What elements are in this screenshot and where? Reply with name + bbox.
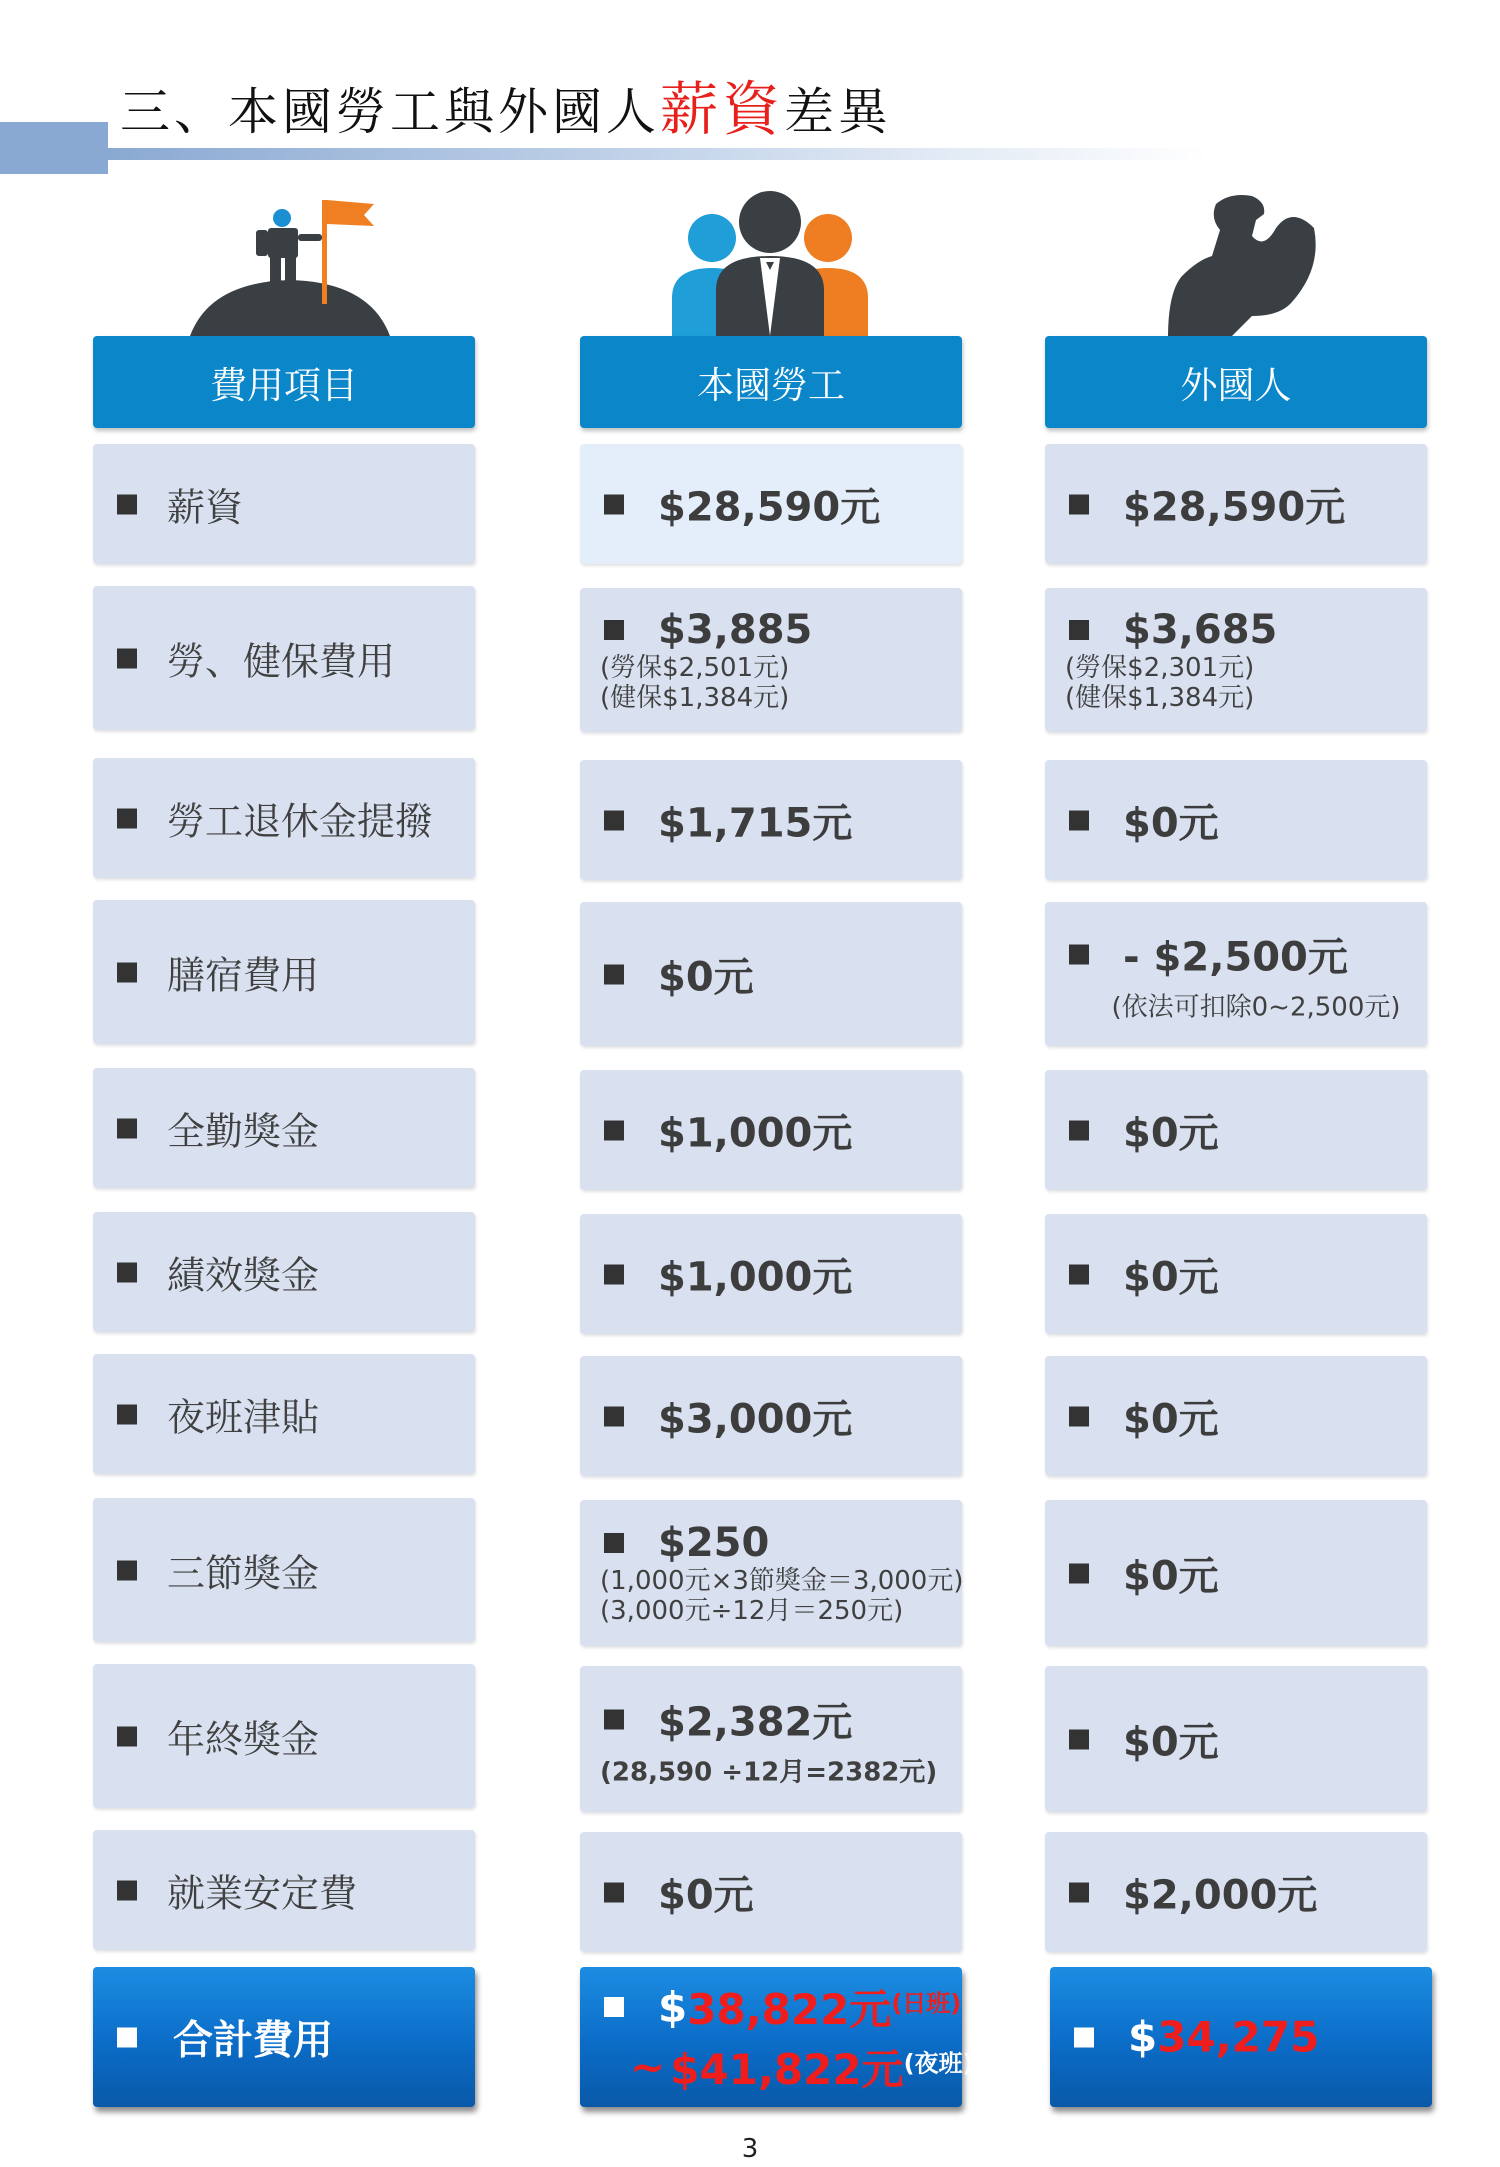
foreign-value: $0元: [1123, 1553, 1219, 1600]
local-cell: [580, 1070, 962, 1190]
title-prefix: 三、本國勞工與外國人: [120, 83, 660, 141]
header-foreign: [1045, 336, 1427, 428]
bullet-icon: [604, 494, 624, 514]
title-underline: [108, 148, 1208, 160]
total-foreign-dollar: $: [1128, 2012, 1158, 2062]
page-number: 3: [741, 2134, 759, 2164]
local-value: $0元: [658, 954, 754, 1001]
bullet-icon: [604, 1882, 624, 1902]
foreign-value: $0元: [1123, 800, 1219, 847]
bullet-icon: [117, 962, 137, 982]
item-cell: [93, 1664, 475, 1808]
bullet-icon: [117, 648, 137, 668]
local-cell: [580, 444, 962, 564]
item-cell: [93, 758, 475, 878]
bullet-icon: [1069, 1563, 1089, 1583]
bullet-icon: [604, 1533, 624, 1553]
bullet-icon: [1069, 944, 1089, 964]
local-cell: [580, 760, 962, 880]
foreign-value: $0元: [1123, 1110, 1219, 1157]
foreign-note: (勞保$2,301元): [1065, 653, 1255, 683]
total-local-amount1: 38,822元: [687, 1985, 892, 2034]
title-highlight: 薪資: [660, 75, 785, 143]
foreign-cell: [1045, 1666, 1427, 1812]
header-foreign-label: 外國人: [1180, 364, 1292, 407]
item-label: 薪資: [167, 485, 244, 530]
header-item: [93, 336, 475, 428]
bullet-icon: [1069, 494, 1089, 514]
bullet-icon: [604, 810, 624, 830]
local-value: $0元: [658, 1872, 754, 1919]
local-note: (3,000元÷12月＝250元): [600, 1596, 904, 1626]
item-cell: [93, 1354, 475, 1474]
bullet-icon: [1069, 1729, 1089, 1749]
bullet-icon: [604, 1264, 624, 1284]
bullet-icon: [117, 1262, 137, 1282]
foreign-cell: [1045, 588, 1427, 732]
total-foreign-cell: [1050, 1967, 1432, 2107]
item-cell: [93, 444, 475, 564]
local-note: (健保$1,384元): [600, 683, 790, 713]
local-cell: [580, 1500, 962, 1646]
local-cell: [580, 588, 962, 732]
bullet-icon: [117, 1880, 137, 1900]
foreign-cell: [1045, 444, 1427, 564]
local-value: $1,715元: [658, 800, 853, 847]
header-local: [580, 336, 962, 428]
bullet-icon: [604, 1997, 624, 2017]
total-local-cell: [580, 1967, 974, 2107]
bullet-icon: [604, 1120, 624, 1140]
bullet-icon: [1069, 1406, 1089, 1426]
item-label: 年終獎金: [167, 1717, 320, 1762]
bullet-icon: [117, 494, 137, 514]
total-local-note1: (日班): [891, 1989, 962, 2018]
bullet-icon: [1074, 2027, 1094, 2047]
bullet-icon: [604, 1406, 624, 1426]
page-title: [120, 62, 892, 146]
item-label: 夜班津貼: [167, 1395, 320, 1440]
item-label: 就業安定費: [167, 1871, 358, 1916]
bullet-icon: [117, 1560, 137, 1580]
local-note: (28,590 ÷12月=2382元): [600, 1757, 938, 1788]
local-cell: [580, 1832, 962, 1952]
foreign-value: - $2,500元: [1123, 934, 1348, 981]
item-label: 膳宿費用: [167, 953, 320, 998]
local-value: $1,000元: [658, 1254, 853, 1301]
local-cell: [580, 1356, 962, 1476]
foreign-cell: [1045, 1832, 1427, 1952]
local-value: $2,382元: [658, 1699, 853, 1746]
bullet-icon: [117, 1404, 137, 1424]
team-people-icon: [672, 190, 868, 336]
bullet-icon: [117, 808, 137, 828]
foreign-value: $28,590元: [1123, 484, 1346, 531]
total-foreign-amount: 34,275: [1157, 2012, 1320, 2062]
item-label: 全勤獎金: [167, 1109, 320, 1154]
local-cell: [580, 1214, 962, 1334]
foreign-value: $3,685: [1123, 607, 1278, 653]
total-label: 合計費用: [173, 2017, 333, 2064]
total-local-note2: (夜班): [903, 2049, 974, 2078]
local-cell: [580, 1666, 962, 1812]
title-suffix: 差異: [784, 83, 893, 141]
foreign-cell: [1045, 902, 1427, 1046]
item-label: 勞工退休金提撥: [167, 799, 434, 844]
local-value: $250: [658, 1520, 770, 1566]
summit-flag-icon: [188, 200, 392, 336]
item-cell: [93, 900, 475, 1044]
header-item-label: 費用項目: [210, 364, 358, 407]
item-cell: [93, 1068, 475, 1188]
foreign-cell: [1045, 1070, 1427, 1190]
total-local-amount2: $41,822元: [670, 2045, 904, 2094]
bullet-icon: [1069, 1120, 1089, 1140]
local-value: $1,000元: [658, 1110, 853, 1157]
foreign-cell: [1045, 760, 1427, 880]
bullet-icon: [117, 1118, 137, 1138]
header-local-label: 本國勞工: [697, 364, 845, 407]
bullet-icon: [1069, 1882, 1089, 1902]
foreign-cell: [1045, 1500, 1427, 1646]
bullet-icon: [117, 1726, 137, 1746]
local-value: $3,000元: [658, 1396, 853, 1443]
total-item-cell: [93, 1967, 475, 2107]
local-note: (1,000元×3節獎金＝3,000元): [600, 1566, 964, 1596]
local-value: $28,590元: [658, 484, 881, 531]
bullet-icon: [1069, 620, 1089, 640]
foreign-value: $0元: [1123, 1719, 1219, 1766]
bullet-icon: [117, 2027, 137, 2047]
total-local-dollar: $: [658, 1982, 688, 2032]
local-cell: [580, 902, 962, 1046]
foreign-cell: [1045, 1214, 1427, 1334]
bullet-icon: [604, 964, 624, 984]
bullet-icon: [604, 1709, 624, 1729]
foreign-value: $0元: [1123, 1396, 1219, 1443]
total-local-tilde: ~: [630, 2042, 666, 2092]
item-cell: [93, 1498, 475, 1642]
item-label: 三節獎金: [167, 1551, 320, 1596]
bullet-icon: [604, 620, 624, 640]
bullet-icon: [1069, 1264, 1089, 1284]
foreign-value: $0元: [1123, 1254, 1219, 1301]
foreign-cell: [1045, 1356, 1427, 1476]
flexed-arm-icon: [1168, 192, 1316, 338]
item-cell: [93, 1212, 475, 1332]
local-note: (勞保$2,501元): [600, 653, 790, 683]
foreign-value: $2,000元: [1123, 1872, 1318, 1919]
item-cell: [93, 1830, 475, 1950]
local-value: $3,885: [658, 607, 813, 653]
bullet-icon: [1069, 810, 1089, 830]
foreign-note: (健保$1,384元): [1065, 683, 1255, 713]
item-label: 勞、健保費用: [167, 639, 396, 684]
item-label: 績效獎金: [167, 1253, 320, 1298]
foreign-note: (依法可扣除0~2,500元): [1111, 992, 1401, 1023]
title-accent-block: [0, 122, 108, 174]
item-cell: [93, 586, 475, 730]
